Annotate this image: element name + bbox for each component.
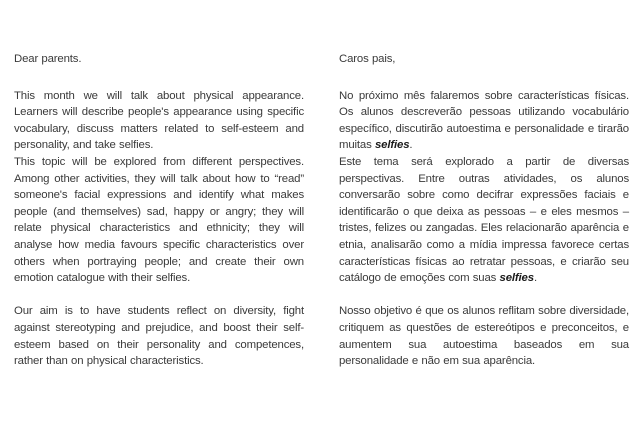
selfies-emphasis: selfies	[499, 272, 534, 285]
english-letter	[14, 51, 304, 370]
english-paragraph-aim: Our aim is to have students reflect on diversity, fight against stereotyping and prejudice, and boost their self-esteem based on their personality and competences, rather than on physical characteristics.	[14, 305, 304, 368]
english-salutation: Dear parents.	[14, 53, 82, 65]
portuguese-salutation: Caros pais,	[339, 53, 396, 65]
portuguese-intro-text: No próximo mês falaremos sobre características físicas. Os alunos descreverão pessoas utilizando vocabulário específico, discutirão autoestima e personalidade e tirarão muitas	[339, 89, 629, 152]
paragraph-gap	[14, 287, 304, 304]
portuguese-paragraph-aim: Nosso objetivo é que os alunos reflitam sobre diversidade, critiquem as questões de estereótipos e preconceitos, e aumentem sua autoestima baseados em sua personalidade e não em sua aparência.	[339, 305, 629, 368]
english-paragraph-intro: This month we will talk about physical appearance. Learners will describe people's appearance using specific vocabulary, discuss matters related to self-esteem and personality, and take selfies.	[14, 89, 304, 152]
portuguese-paragraph-intro	[339, 88, 629, 154]
portuguese-intro-end: .	[409, 139, 413, 152]
english-paragraph-topic: This topic will be explored from different perspectives. Among other activities, they will talk about how to “read” someone's facial expressions and identify what makes people (and themselves) sad, happy or angry; they will relate physical characteristics and ethnicity; they will analyse how media favours specific characteristics over others when portraying people; and create their own emotion catalogue with their selfies.	[14, 155, 304, 285]
portuguese-paragraph-topic	[339, 154, 629, 287]
portuguese-letter	[339, 51, 629, 370]
paragraph-gap	[339, 287, 629, 304]
portuguese-topic-end: .	[533, 272, 537, 285]
portuguese-topic-text: Este tema será explorado a partir de diversas perspectivas. Entre outras atividades, os alunos conversarão sobre como decifrar expressões faciais e identificarão o que deixa as pessoas – e eles mesmos – tristes, felizes ou zangadas. Eles relacionarão aparência e etnia, analisarão como a mídia impressa favorece certas características físicas ao retratar pessoas, e criarão seu catálogo de emoções com suas	[339, 155, 629, 285]
selfies-emphasis: selfies	[374, 139, 410, 152]
